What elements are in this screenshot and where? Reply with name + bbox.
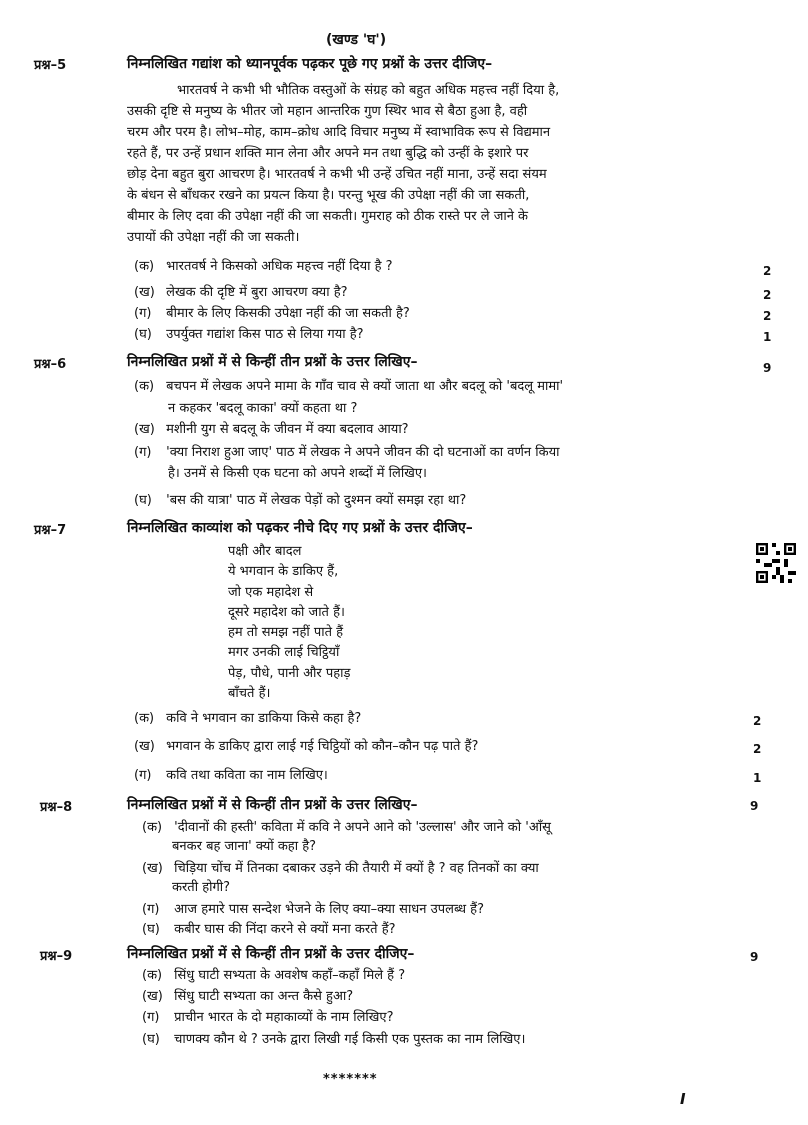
question-7-item-kha: (ख) भगवान के डाकिए द्वारा लाई गई चिट्ठियों को कौन–कौन पढ़ पाते हैं?	[134, 739, 479, 754]
question-8-item-gha: (घ) कबीर घास की निंदा करने से क्यों मना करते हैं?	[142, 922, 396, 937]
question-8-item-ka: (क) 'दीवानों की हस्ती' कविता में कवि ने अपने आने को 'उल्लास' और जाने को 'आँसू	[142, 820, 551, 835]
question-8-item-kha: (ख) चिड़िया चोंच में तिनका दबाकर उड़ने की तैयारी में क्यों है ? वह तिनकों का क्या	[142, 861, 539, 876]
question-8-item-kha-cont: करती होगी?	[172, 880, 231, 895]
question-9-item-ka: (क) सिंधु घाटी सभ्यता के अवशेष कहाँ–कहाँ मिले हैं ?	[142, 968, 406, 983]
question-8-instruction: निम्नलिखित प्रश्नों में से किन्हीं तीन प्रश्नों के उत्तर लिखिए–	[127, 797, 418, 813]
passage	[127, 80, 672, 248]
poem	[228, 542, 350, 704]
question-5-instruction: निम्नलिखित गद्यांश को ध्यानपूर्वक पढ़कर पूछे गए प्रश्नों के उत्तर दीजिए–	[127, 56, 493, 72]
question-5-item-kha: (ख) लेखक की दृष्टि में बुरा आचरण क्या है?	[134, 285, 348, 300]
passage-line: छोड़ देना बहुत बुरा आचरण है। भारतवर्ष ने कभी भी उन्हें उचित नहीं माना, उन्हें सदा संयम	[127, 167, 547, 182]
passage-line: के बंधन से बाँधकर रखने का प्रयत्न किया है। परन्तु भूख की उपेक्षा नहीं की जा सकती,	[127, 188, 530, 203]
question-5-item-ga: (ग) बीमार के लिए किसकी उपेक्षा नहीं की जा सकती है?	[134, 306, 410, 321]
question-6-item-kha: (ख) मशीनी युग से बदलू के जीवन में क्या बदलाव आया?	[134, 422, 409, 437]
poem-line: मगर उनकी लाई चिट्ठियाँ	[228, 645, 340, 661]
marks: 9	[750, 950, 759, 964]
question-6-label: प्रश्न–6	[34, 357, 67, 372]
passage-line: उपायों की उपेक्षा नहीं की जा सकती।	[127, 230, 300, 245]
marks: 2	[763, 309, 772, 323]
poem-line: पक्षी और बादल	[228, 544, 302, 559]
question-6-item-gha: (घ) 'बस की यात्रा' पाठ में लेखक पेड़ों को दुश्मन क्यों समझ रहा था?	[134, 493, 467, 508]
marks: 1	[753, 771, 762, 785]
question-6-instruction: निम्नलिखित प्रश्नों में से किन्हीं तीन प्रश्नों के उत्तर लिखिए–	[127, 354, 418, 370]
passage-line: बीमार के लिए दवा की उपेक्षा नहीं की जा सकती। गुमराह को ठीक रास्ते पर ले जाने के	[127, 209, 529, 224]
question-7-instruction: निम्नलिखित काव्यांश को पढ़कर नीचे दिए गए प्रश्नों के उत्तर दीजिए–	[127, 520, 473, 536]
question-6-item-ga: (ग) 'क्या निराश हुआ जाए' पाठ में लेखक ने अपने जीवन की दो घटनाओं का वर्णन किया	[134, 445, 560, 460]
section-title: (खण्ड 'घ')	[326, 32, 387, 48]
qr-code-icon	[756, 543, 796, 583]
end-marker: *******	[323, 1072, 378, 1087]
marks: 2	[763, 288, 772, 302]
marks: 2	[753, 714, 762, 728]
marks: 2	[763, 264, 772, 278]
question-9-item-gha: (घ) चाणक्य कौन थे ? उनके द्वारा लिखी गई किसी एक पुस्तक का नाम लिखिए।	[142, 1032, 526, 1047]
passage-line: रहते हैं, पर उन्हें प्रधान शक्ति मान लेना और अपने मन तथा बुद्धि को उन्हीं के इशारे पर	[127, 146, 529, 161]
poem-line: पेड़, पौधे, पानी और पहाड़	[228, 665, 351, 681]
question-6-item-ga-cont: है। उनमें से किसी एक घटना को अपने शब्दों में लिखिए।	[168, 466, 427, 481]
question-6-item-ka: (क) बचपन में लेखक अपने मामा के गाँव चाव से क्यों जाता था और बदलू को 'बदलू मामा'	[134, 379, 564, 394]
question-7-item-ka: (क) कवि ने भगवान का डाकिया किसे कहा है?	[134, 711, 362, 726]
question-9-item-kha: (ख) सिंधु घाटी सभ्यता का अन्त कैसे हुआ?	[142, 989, 354, 1004]
question-7-label: प्रश्न–7	[34, 523, 67, 538]
question-9-item-ga: (ग) प्राचीन भारत के दो महाकाव्यों के नाम लिखिए?	[142, 1010, 394, 1025]
question-9-instruction: निम्नलिखित प्रश्नों में से किन्हीं तीन प्रश्नों के उत्तर दीजिए–	[127, 946, 415, 962]
passage-line: चरम और परम है। लोभ–मोह, काम–क्रोध आदि विचार मनुष्य में स्वाभाविक रूप से विद्यमान	[127, 125, 551, 140]
poem-line: ये भगवान के डाकिए हैं,	[228, 564, 339, 580]
page-number: I	[680, 1090, 686, 1108]
question-8-label: प्रश्न–8	[40, 800, 73, 815]
marks: 9	[763, 361, 772, 375]
marks: 2	[753, 742, 762, 756]
question-8-item-ka-cont: बनकर बह जाना' क्यों कहा है?	[172, 839, 317, 854]
poem-line: जो एक महादेश से	[228, 584, 314, 600]
poem-line: बाँचते हैं।	[228, 686, 271, 702]
question-5-label: प्रश्न–5	[34, 58, 67, 73]
passage-line: उसकी दृष्टि से मनुष्य के भीतर जो महान आन्तरिक गुण स्थिर भाव से बैठा हुआ है, वही	[127, 104, 528, 119]
question-6-item-ka-cont: न कहकर 'बदलू काका' क्यों कहता था ?	[168, 401, 358, 416]
passage-line: भारतवर्ष ने कभी भी भौतिक वस्तुओं के संग्रह को बहुत अधिक महत्त्व नहीं दिया है,	[177, 83, 560, 98]
question-8-item-ga: (ग) आज हमारे पास सन्देश भेजने के लिए क्या–क्या साधन उपलब्ध हैं?	[142, 902, 484, 917]
question-5-item-ka: (क) भारतवर्ष ने किसको अधिक महत्त्व नहीं दिया है ?	[134, 259, 393, 274]
poem-line: हम तो समझ नहीं पाते हैं	[228, 625, 344, 641]
marks: 9	[750, 799, 759, 813]
question-7-item-ga: (ग) कवि तथा कविता का नाम लिखिए।	[134, 768, 328, 783]
marks: 1	[763, 330, 772, 344]
question-9-label: प्रश्न–9	[40, 949, 73, 964]
poem-line: दूसरे महादेश को जाते हैं।	[228, 604, 345, 620]
question-5-item-gha: (घ) उपर्युक्त गद्यांश किस पाठ से लिया गया है?	[134, 327, 364, 342]
